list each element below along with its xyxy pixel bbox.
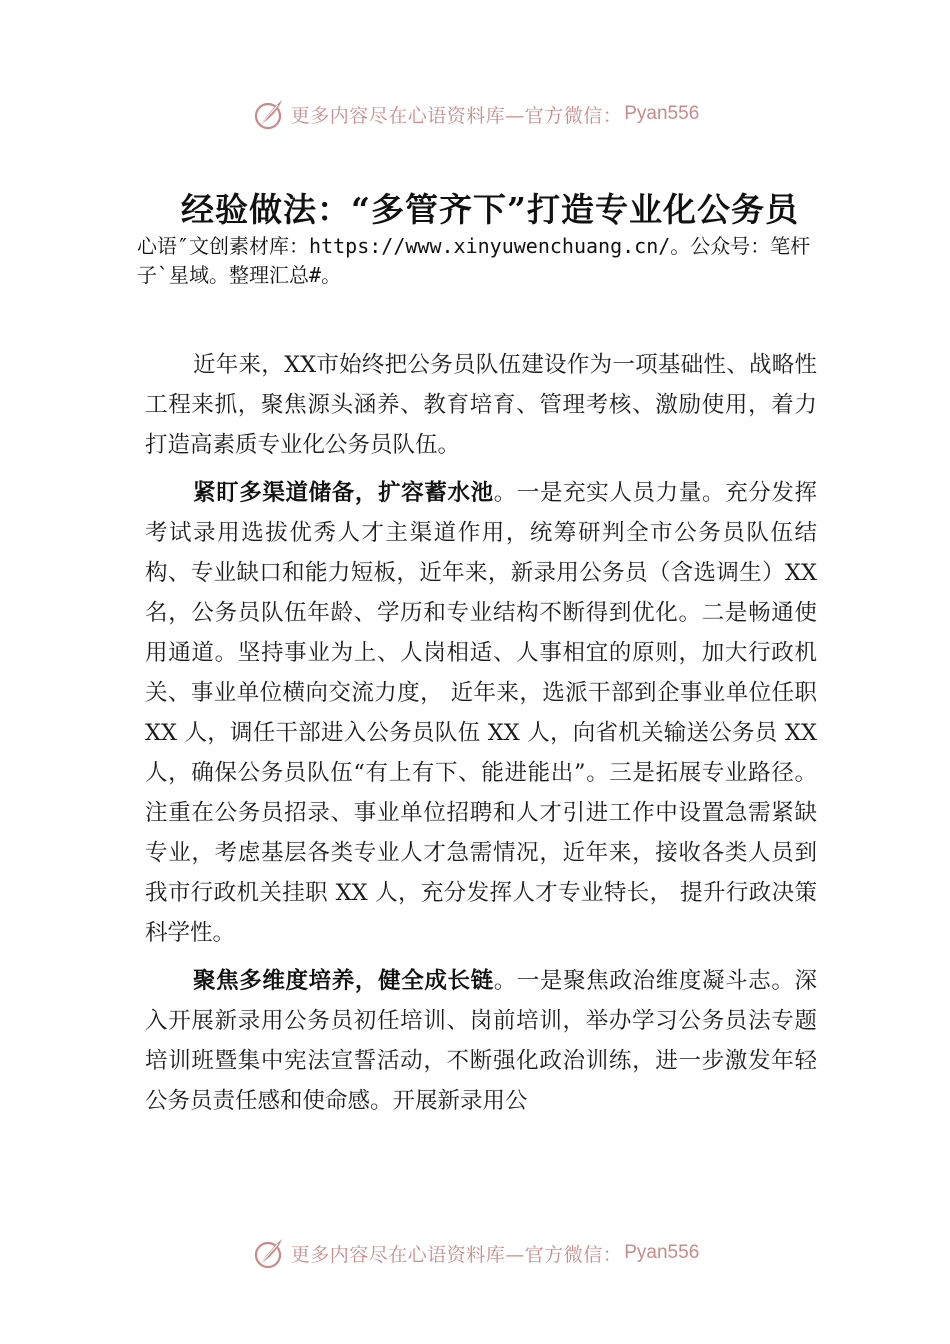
header-watermark — [0, 94, 950, 134]
section-paragraph-2 — [145, 961, 817, 1121]
watermark-wechat-id: Pyan556 — [624, 103, 700, 124]
document-source-line: 心语″文创素材库：https://www.xinyuwenchuang.cn/。公众号：笔杆子`星域。整理汇总#。 — [137, 234, 811, 287]
feather-pen-logo-icon — [251, 1235, 287, 1271]
document-title: 经验做法：“多管齐下”打造专业化公务员 — [181, 190, 799, 229]
intro-paragraph: 近年来，XX市始终把公务员队伍建设作为一项基础性、战略性工程来抓，聚焦源头涵养、教育培育、管理考核、激励使用，着力打造高素质专业化公务员队伍。 — [145, 352, 817, 458]
section-text-2: 。一是聚焦政治维度凝斗志。深入开展新录用公务员初任培训、岗前培训，举办学习公务员法专题培训班暨集中宪法宣誓活动，不断强化政治训练，进一步激发年轻公务员责任感和使命感。开展新录用公 — [145, 968, 817, 1114]
watermark-text: 更多内容尽在心语资料库—官方微信： — [290, 104, 623, 127]
watermark-wechat-id: Pyan556 — [624, 1242, 700, 1263]
feather-pen-logo-icon — [251, 96, 287, 132]
section-heading-2: 聚焦多维度培养，健全成长链 — [193, 968, 494, 994]
document-body — [145, 345, 817, 1129]
watermark-text: 更多内容尽在心语资料库—官方微信： — [290, 1243, 623, 1266]
section-paragraph-1 — [145, 473, 817, 953]
footer-watermark — [0, 1233, 950, 1273]
section-heading-1: 紧盯多渠道储备，扩容蓄水池 — [193, 480, 494, 506]
section-text-1: 。一是充实人员力量。充分发挥考试录用选拔优秀人才主渠道作用，统筹研判全市公务员队伍结构、专业缺口和能力短板，近年来，新录用公务员（含选调生）XX名，公务员队伍年龄、学历和专业结构不断得到优化。二是畅通使用通道。坚持事业为上、人岗相适、人事相宜的原则，加大行政机关、事业单位横向交流力度， 近年来，选派干部到企事业单位任职 XX 人，调任干部进入公务员队伍 XX 人，向省机关输送公务员 XX 人，确保公务员队伍“有上有下、能进能出”。三是拓展专业路径。注重在公务员招录、事业单位招聘和人才引进工作中设置急需紧缺专业，考虑基层各类专业人才急需情况，近年来，接收各类人员到我市行政机关挂职 XX 人，充分发挥人才专业特长， 提升行政决策科学性。 — [145, 480, 817, 946]
